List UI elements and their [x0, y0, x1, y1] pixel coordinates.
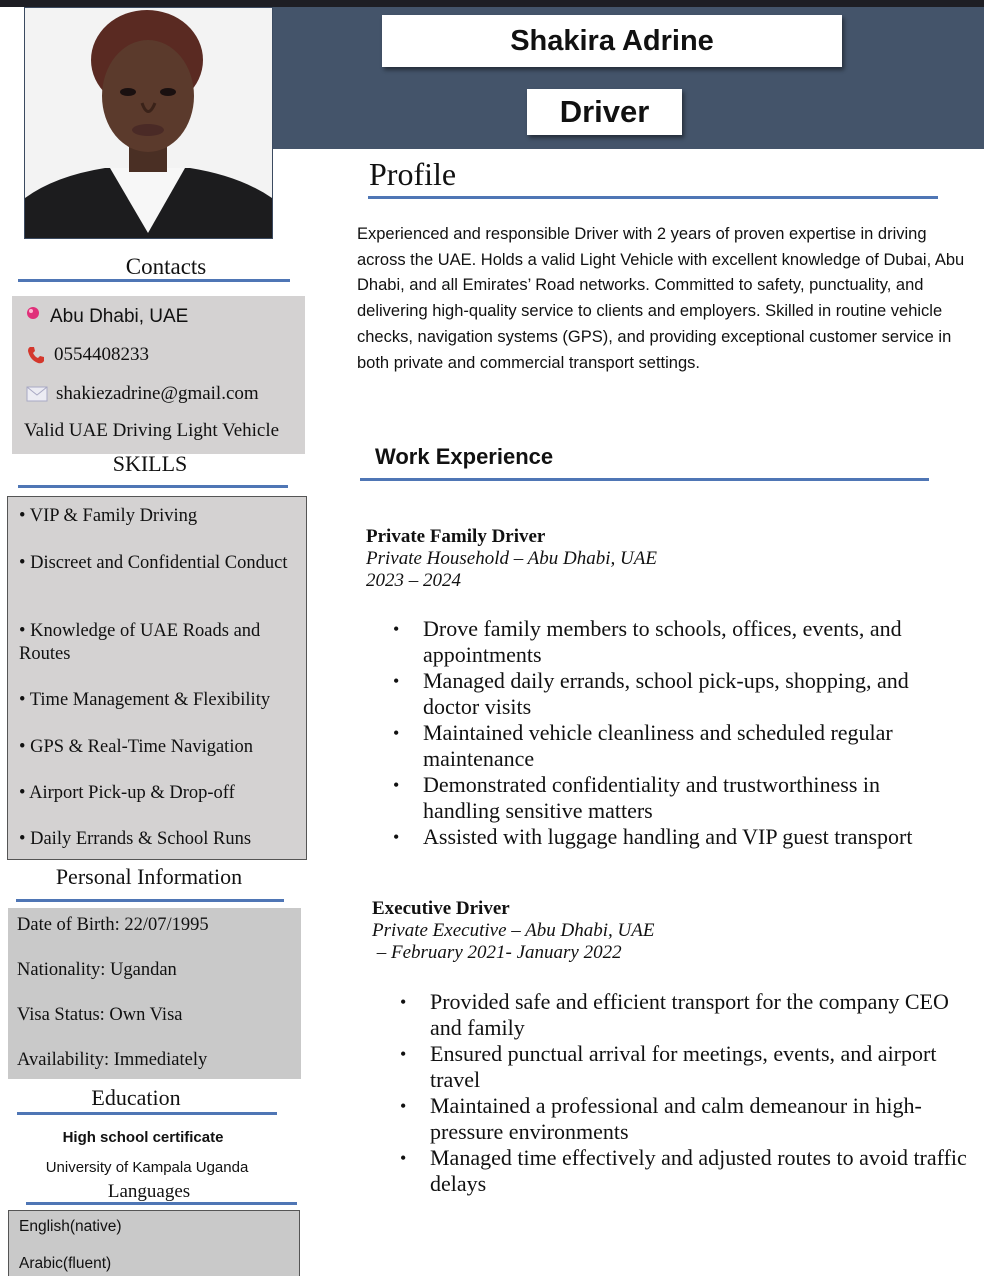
skills-panel [7, 496, 307, 860]
personal-info-row: Date of Birth: 22/07/1995 [17, 915, 209, 935]
personal-info-row: Nationality: Ugandan [17, 960, 177, 980]
contact-email [26, 383, 259, 405]
candidate-name: Shakira Adrine [510, 25, 714, 57]
profile-summary: Experienced and responsible Driver with 2 years of proven expertise in driving across the UAE. Holds a valid Light Vehicle with excellent knowledge of Dubai, Abu Dhabi, and all Emirates’ Road networks. Committed to safety, punctuality, and delivering high-quality service to clients and employers. Skilled in routine vehicle checks, navigation systems (GPS), and providing exceptional customer service in both private and commercial transport settings. [357, 225, 965, 372]
location-pin-icon [26, 304, 40, 318]
envelope-icon [26, 386, 48, 402]
skill-item: • Airport Pick-up & Drop-off [19, 783, 235, 803]
contact-location-text: Abu Dhabi, UAE [50, 306, 189, 327]
profile-heading: Profile [369, 156, 457, 192]
phone-icon [26, 345, 46, 365]
languages-panel [8, 1210, 300, 1276]
job-bullet: • Maintained vehicle cleanliness and scheduled regular maintenance [393, 720, 893, 771]
contacts-heading: Contacts [125, 254, 207, 279]
job-title: Driver [559, 94, 650, 129]
job-bullet: • Assisted with luggage handling and VIP guest transport [393, 824, 913, 849]
languages-rule [26, 1202, 297, 1205]
skill-item: • GPS & Real-Time Navigation [19, 737, 253, 757]
personal-heading: Personal Information [55, 864, 243, 889]
contacts-rule [18, 279, 290, 282]
job-bullet: • Drove family members to schools, offices, events, and appointments [393, 616, 902, 667]
education-degree: High school certificate [62, 1129, 224, 1146]
contact-location [26, 306, 188, 328]
job-employer: Private Executive – Abu Dhabi, UAE [372, 920, 655, 941]
languages-heading: Languages [107, 1181, 191, 1202]
personal-info-row: Availability: Immediately [17, 1050, 208, 1070]
job-bullet: • Managed daily errands, school pick-ups, shopping, and doctor visits [393, 668, 909, 719]
job-title: Executive Driver [372, 898, 510, 919]
top-strip [0, 0, 984, 7]
education-school: University of Kampala Uganda [45, 1159, 249, 1175]
education-rule [17, 1112, 277, 1115]
job-title: Private Family Driver [366, 526, 546, 547]
skills-rule [18, 485, 288, 488]
skill-item: • Knowledge of UAE Roads and Routes [19, 621, 261, 664]
profile-rule [368, 196, 938, 199]
job-bullet: • Ensured punctual arrival for meetings, events, and airport travel [400, 1041, 937, 1092]
work-heading: Work Experience [375, 444, 554, 469]
name-box [382, 15, 842, 67]
contact-email-text: shakiezadrine@gmail.com [56, 383, 259, 404]
education-heading: Education [91, 1085, 181, 1110]
profile-photo [24, 7, 273, 239]
skill-item: • VIP & Family Driving [19, 506, 198, 526]
language-item: Arabic(fluent) [19, 1255, 112, 1272]
job-employer: Private Household – Abu Dhabi, UAE [366, 548, 657, 569]
skill-item: • Daily Errands & School Runs [19, 829, 252, 849]
skills-heading: SKILLS [112, 451, 188, 476]
job-bullets [400, 989, 970, 1197]
job-dates: 2023 – 2024 [366, 570, 461, 591]
language-item: English(native) [19, 1218, 122, 1235]
work-rule [360, 478, 929, 481]
job-bullet: • Managed time effectively and adjusted routes to avoid traffic delays [400, 1145, 967, 1196]
personal-info-row: Visa Status: Own Visa [17, 1005, 183, 1025]
personal-panel [8, 908, 301, 1079]
contact-phone [26, 344, 149, 366]
personal-rule [16, 899, 284, 902]
job-bullet: • Demonstrated confidentiality and trustworthiness in handling sensitive matters [393, 772, 881, 823]
contacts-panel [12, 296, 305, 454]
skill-item: • Time Management & Flexibility [19, 690, 271, 710]
skill-item: • Discreet and Confidential Conduct [19, 553, 288, 573]
job-title-box [527, 89, 682, 135]
contact-license: Valid UAE Driving Light Vehicle [24, 420, 280, 441]
job-dates: – February 2021- January 2022 [372, 942, 622, 963]
job-bullets [393, 616, 953, 850]
contact-phone-text: 0554408233 [54, 344, 149, 365]
job-bullet: • Provided safe and efficient transport for the company CEO and family [400, 989, 949, 1040]
job-bullet: • Maintained a professional and calm demeanour in high-pressure environments [400, 1093, 922, 1144]
